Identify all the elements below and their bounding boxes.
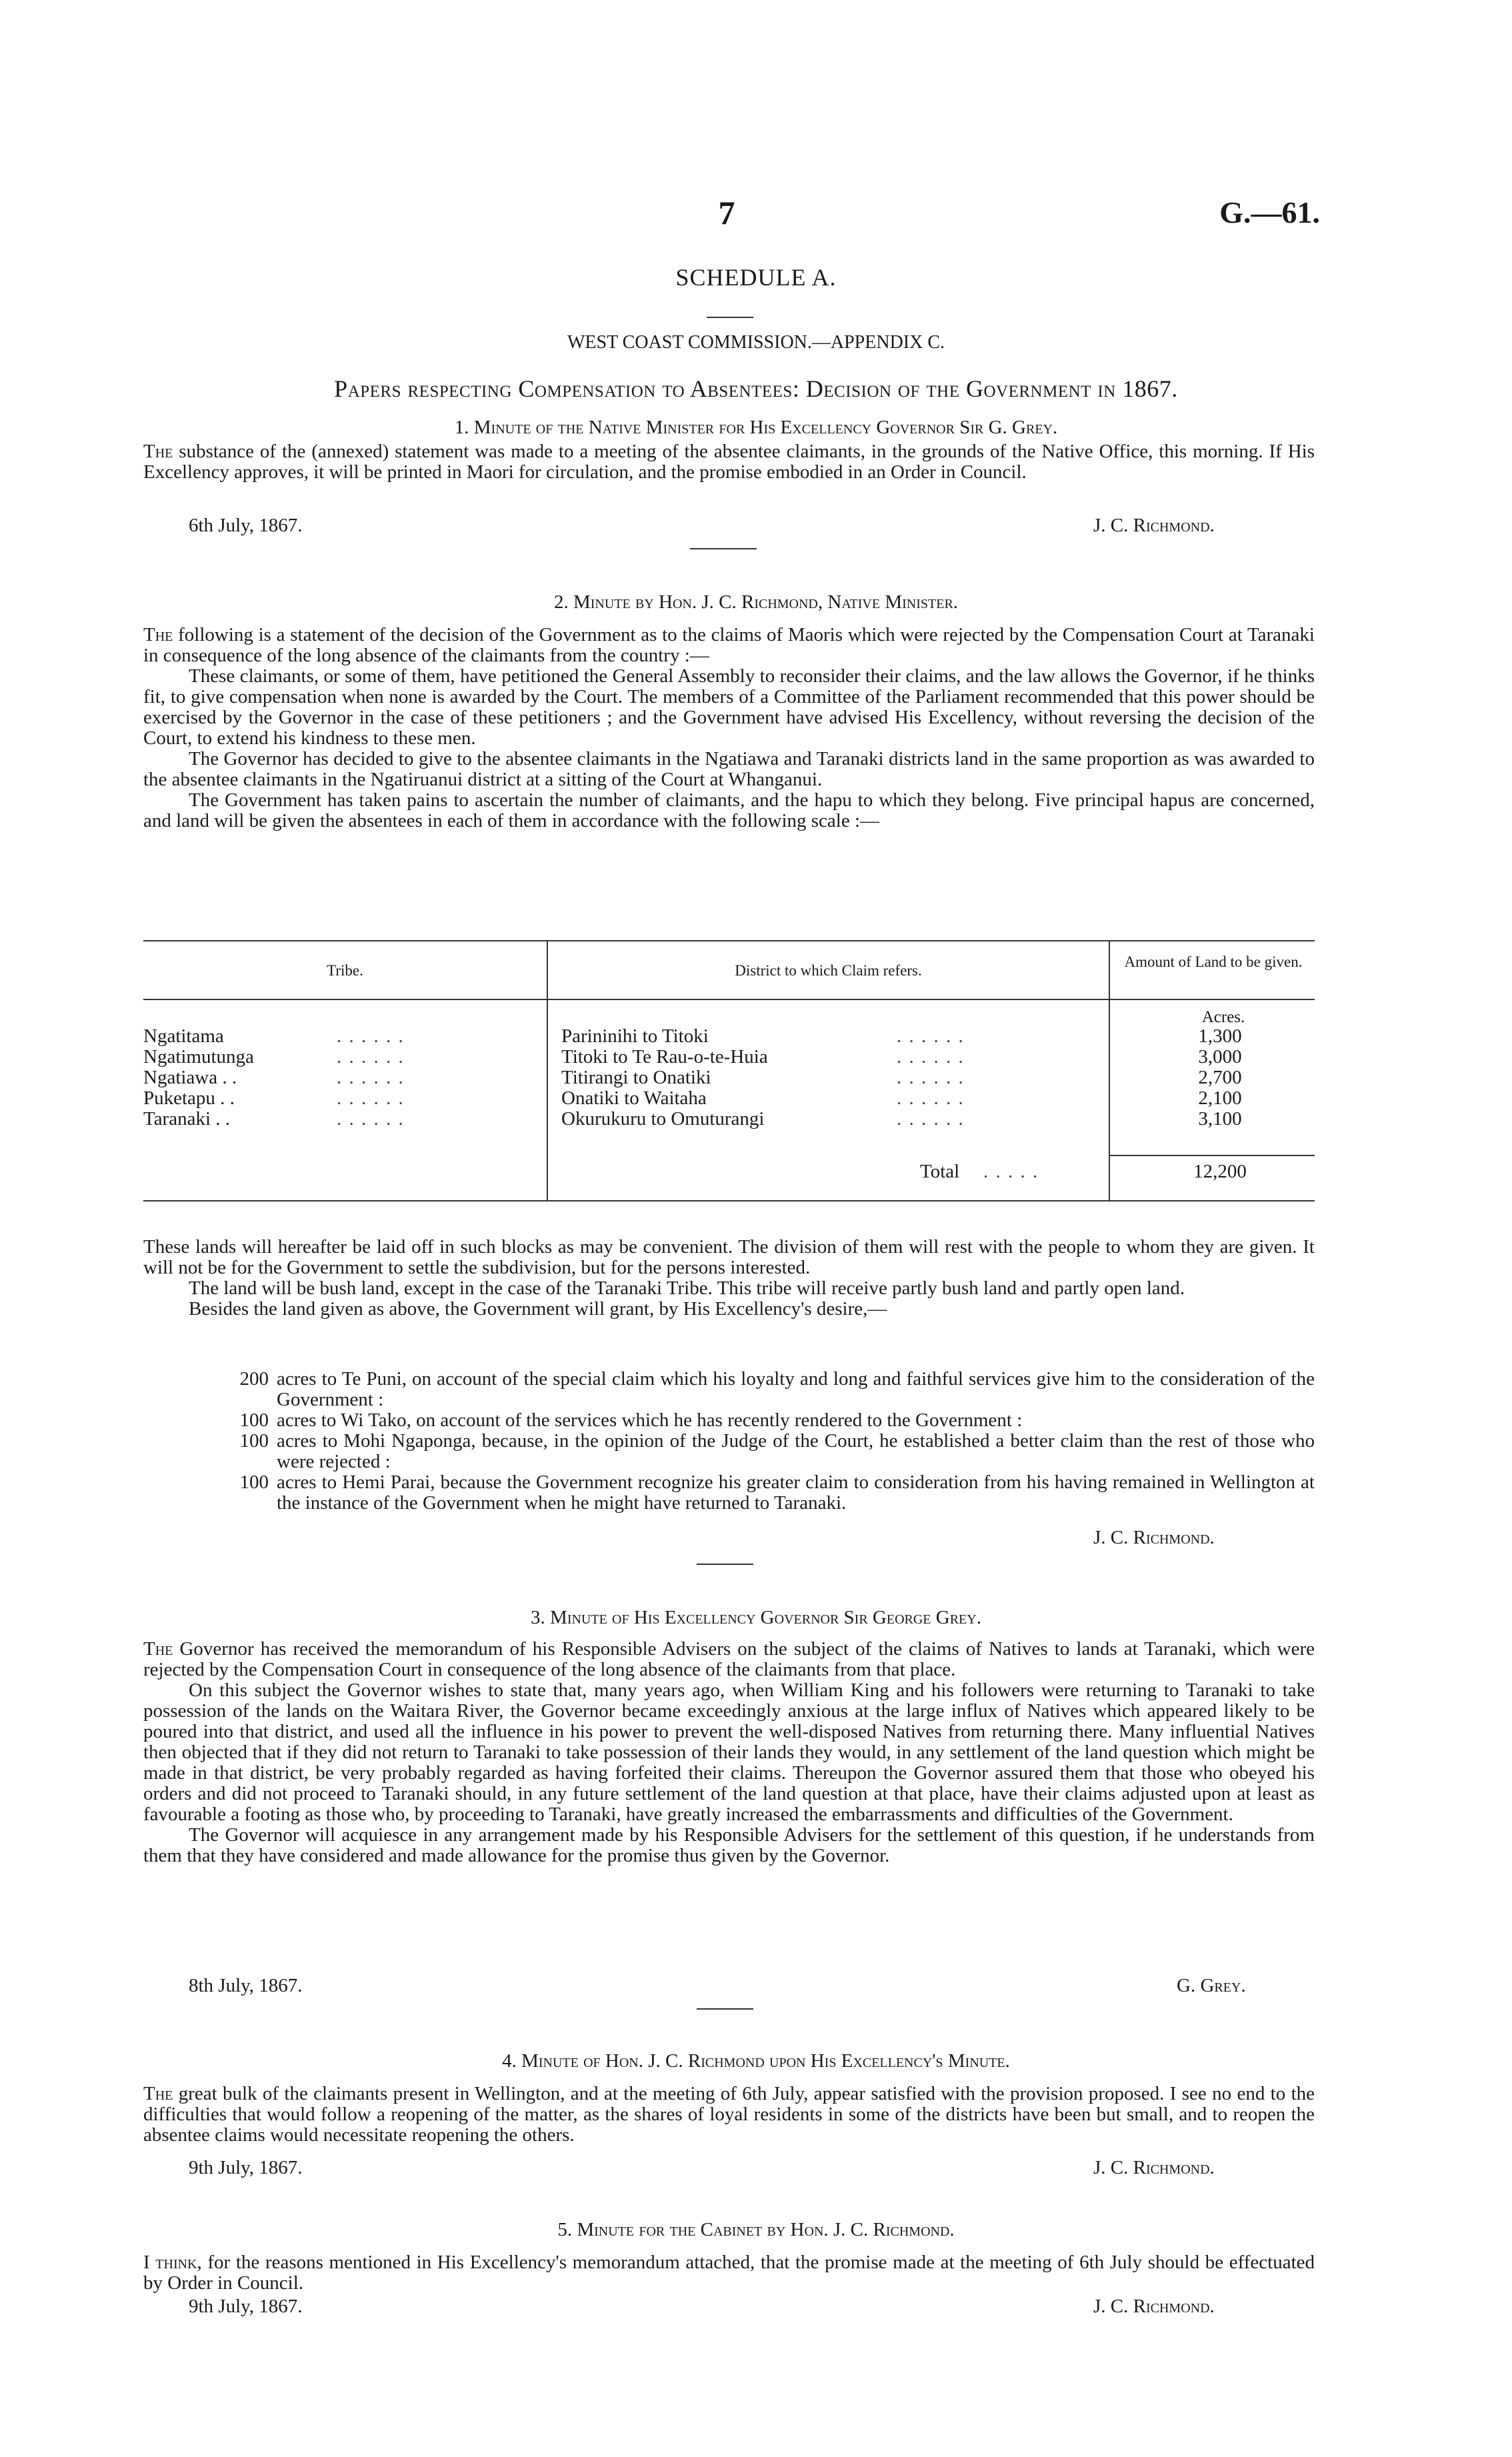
section2-p4: The Government has taken pains to ascertain the number of claimants, and the hapu to which they belong. Five principal hapus are concerned, and land will be given the absentees in each of them in accordance with the following scale :— bbox=[143, 789, 1315, 831]
table-cell-tribe: Taranaki . . bbox=[143, 1108, 231, 1129]
table-cell-district: Parininihi to Titoki bbox=[561, 1025, 709, 1047]
grant-acres: 200 bbox=[239, 1368, 269, 1390]
table-cell-district-dots: . . . . . . bbox=[897, 1025, 965, 1047]
table-header-rule bbox=[143, 999, 1315, 1000]
divider bbox=[697, 2008, 753, 2010]
table-divider bbox=[1109, 940, 1110, 1200]
unit-label: Acres. bbox=[1201, 1008, 1245, 1026]
grant-text: acres to Hemi Parai, because the Government recognize his greater claim to consideration from his having remained in Wellington at the instance of the Government when he might have returned to Taranaki. bbox=[277, 1472, 1315, 1514]
table-cell-acres: 3,000 bbox=[1198, 1046, 1242, 1067]
section2-signature: J. C. Richmond. bbox=[1093, 1527, 1215, 1548]
table-cell-tribe: Ngatimutunga bbox=[143, 1046, 254, 1067]
section1-date: 6th July, 1867. bbox=[189, 515, 303, 536]
divider bbox=[690, 548, 757, 549]
table-cell-acres: 1,300 bbox=[1198, 1025, 1242, 1047]
section3-body bbox=[143, 1639, 1315, 1866]
grant-item bbox=[230, 1431, 1315, 1472]
table-cell-tribe-dots: . . . . . . bbox=[337, 1108, 405, 1129]
section2-p6: The land will be bush land, except in the case of the Taranaki Tribe. This tribe will receive partly bush land and partly open land. bbox=[189, 1278, 1185, 1299]
section1-signature: J. C. Richmond. bbox=[1093, 515, 1215, 536]
table-cell-district-dots: . . . . . . bbox=[897, 1087, 965, 1109]
table-cell-tribe-dots: . . . . . . bbox=[337, 1067, 405, 1088]
table-cell-tribe-dots: . . . . . . bbox=[337, 1087, 405, 1109]
section5-heading: 5. Minute for the Cabinet by Hon. J. C. Richmond. bbox=[557, 2219, 955, 2240]
section2-p5: These lands will hereafter be laid off in such blocks as may be convenient. The division of them will rest with the people to whom they are given. It will not be for the Government to settle the subdivision, but for the persons interested. bbox=[143, 1236, 1315, 1278]
total-value: 12,200 bbox=[1193, 1161, 1247, 1182]
page-number: 7 bbox=[718, 194, 735, 231]
section3-signature: G. Grey. bbox=[1177, 1975, 1246, 1996]
schedule-title: SCHEDULE A. bbox=[675, 264, 837, 291]
grant-text: acres to Te Puni, on account of the special claim which his loyalty and long and faithful services give him to the consideration of the Government : bbox=[277, 1368, 1315, 1410]
grant-text: acres to Mohi Ngaponga, because, in the opinion of the Judge of the Court, he established a better claim than the rest of those who were rejected : bbox=[277, 1430, 1315, 1472]
table-cell-tribe-dots: . . . . . . bbox=[337, 1025, 405, 1047]
grant-text: acres to Wi Tako, on account of the services which he has recently rendered to the Government : bbox=[277, 1410, 1023, 1431]
table-cell-district-dots: . . . . . . bbox=[897, 1046, 965, 1067]
grant-acres: 100 bbox=[239, 1472, 269, 1493]
section4-heading: 4. Minute of Hon. J. C. Richmond upon His Excellency's Minute. bbox=[502, 2050, 1010, 2072]
table-cell-district-dots: . . . . . . bbox=[897, 1067, 965, 1088]
section2-heading: 2. Minute by Hon. J. C. Richmond, Native Minister. bbox=[553, 591, 959, 613]
table-total-rule bbox=[1110, 1155, 1315, 1156]
table-cell-tribe: Ngatitama bbox=[143, 1025, 224, 1047]
section4-text: great bulk of the claimants present in Wellington, and at the meeting of 6th July, appear satisfied with the provision proposed. I see no end to the difficulties that would follow a reopening of the matter, as the shares of loyal residents in some of the districts have been but small, and to reopen the absentee claims would necessitate reopening the others. bbox=[143, 2083, 1315, 2146]
table-top-rule bbox=[143, 940, 1315, 941]
table-cell-acres: 3,100 bbox=[1198, 1108, 1242, 1129]
divider bbox=[707, 317, 753, 318]
section2-p1: following is a statement of the decision of the Government as to the claims of Maoris which were rejected by the Compensation Court at Taranaki in consequence of the long absence of the claimants from the country :— bbox=[143, 624, 1315, 666]
total-leader-dots: . . . . . bbox=[983, 1161, 1039, 1182]
section2-lead: The bbox=[143, 624, 173, 645]
table-cell-acres: 2,700 bbox=[1198, 1067, 1242, 1088]
table-bottom-rule bbox=[143, 1200, 1315, 1201]
grant-item bbox=[230, 1410, 1315, 1431]
compensation-table bbox=[143, 940, 1315, 1201]
table-cell-tribe-dots: . . . . . . bbox=[337, 1046, 405, 1067]
column-header-amount: Amount of Land to be given. bbox=[1124, 953, 1303, 970]
table-cell-district-dots: . . . . . . bbox=[897, 1108, 965, 1129]
column-header-tribe: Tribe. bbox=[327, 962, 363, 979]
section4-body bbox=[143, 2084, 1315, 2146]
divider bbox=[697, 1564, 753, 1565]
section3-date: 8th July, 1867. bbox=[189, 1975, 303, 1996]
papers-title: Papers respecting Compensation to Absentees: Decision of the Government in 1867. bbox=[334, 375, 1178, 402]
table-cell-district: Titoki to Te Rau-o-te-Huia bbox=[561, 1046, 768, 1067]
table-cell-district: Titirangi to Onatiki bbox=[561, 1067, 711, 1088]
section3-lead: The bbox=[143, 1638, 173, 1660]
total-label: Total bbox=[920, 1161, 960, 1182]
column-header-district: District to which Claim refers. bbox=[735, 962, 922, 979]
section2-body bbox=[143, 625, 1315, 831]
section5-date: 9th July, 1867. bbox=[189, 2296, 303, 2317]
section3-p3: The Governor will acquiesce in any arrangement made by his Responsible Advisers for the settlement of this question, if he understands from them that they have considered and made allowance for the promise thus given by the Governor. bbox=[143, 1824, 1315, 1866]
grant-list bbox=[230, 1369, 1315, 1514]
section4-signature: J. C. Richmond. bbox=[1093, 2157, 1215, 2178]
section4-date: 9th July, 1867. bbox=[189, 2157, 303, 2178]
grant-acres: 100 bbox=[239, 1430, 269, 1452]
grant-acres: 100 bbox=[239, 1410, 269, 1431]
section3-heading: 3. Minute of His Excellency Governor Sir George Grey. bbox=[531, 1607, 981, 1628]
section2-p7: Besides the land given as above, the Government will grant, by His Excellency's desire,— bbox=[189, 1298, 887, 1320]
table-cell-district: Okurukuru to Omuturangi bbox=[561, 1108, 765, 1129]
document-code: G.—61. bbox=[1219, 195, 1320, 229]
section4-lead: The bbox=[143, 2083, 173, 2104]
commission-title: WEST COAST COMMISSION.—APPENDIX C. bbox=[567, 332, 945, 353]
section5-body bbox=[143, 2252, 1315, 2294]
section2-continuation bbox=[143, 1237, 1315, 1320]
section5-signature: J. C. Richmond. bbox=[1093, 2296, 1215, 2317]
grant-item bbox=[230, 1472, 1315, 1514]
section3-p2: On this subject the Governor wishes to state that, many years ago, when William King and his followers were returning to Taranaki to take possession of the lands on the Waitara River, the Governor became exceedingly anxious at the large influx of Natives which appeared likely to be poured into that district, and used all the influence in his power to prevent the well-disposed Natives from returning there. Many influential Natives then objected that if they did not return to Taranaki to take possession of their lands they would, in any settlement of the land question which might be made in that district, be very probably regarded as having forfeited their claims. Thereupon the Governor assured them that those who obeyed his orders and did not proceed to Taranaki should, in any future settlement of the land question at that place, have their claims adjusted upon at least as favourable a footing as those who, by proceeding to Taranaki, have greatly increased the embarrassments and difficulties of the Government. bbox=[143, 1680, 1315, 1825]
table-cell-district: Onatiki to Waitaha bbox=[561, 1087, 707, 1109]
table-cell-acres: 2,100 bbox=[1198, 1087, 1242, 1109]
section5-text: for the reasons mentioned in His Excellency's memorandum attached, that the promise made at the meeting of 6th July should be effectuated by Order in Council. bbox=[143, 2252, 1315, 2294]
section3-p1: Governor has received the memorandum of his Responsible Advisers on the subject of the claims of Natives to lands at Taranaki, which were rejected by the Compensation Court in consequence of the long absence of the claimants from that place. bbox=[143, 1638, 1315, 1680]
section1-heading: 1. Minute of the Native Minister for His Excellency Governor Sir G. Grey. bbox=[454, 417, 1058, 438]
table-cell-tribe: Puketapu . . bbox=[143, 1087, 235, 1109]
section5-lead: I think, bbox=[143, 2252, 202, 2273]
table-cell-tribe: Ngatiawa . . bbox=[143, 1067, 237, 1088]
section1-lead: The bbox=[143, 441, 173, 462]
grant-item bbox=[230, 1369, 1315, 1410]
section1-text: substance of the (annexed) statement was made to a meeting of the absentee claimants, in the grounds of the Native Office, this morning. If His Excellency approves, it will be printed in Maori for circulation, and the promise embodied in an Order in Council. bbox=[143, 441, 1315, 483]
section2-p2: These claimants, or some of them, have petitioned the General Assembly to reconsider their claims, and the law allows the Governor, if he thinks fit, to give compensation when none is awarded by the Court. The members of a Committee of the Parliament recommended that this power should be exercised by the Governor in the case of these petitioners ; and the Government have advised His Excellency, without reversing the decision of the Court, to extend his kindness to these men. bbox=[143, 665, 1315, 749]
section1-body bbox=[143, 441, 1315, 483]
section2-p3: The Governor has decided to give to the absentee claimants in the Ngatiawa and Taranaki districts land in the same proportion as was awarded to the absentee claimants in the Ngatiruanui district at a sitting of the Court at Whanganui. bbox=[143, 748, 1315, 790]
